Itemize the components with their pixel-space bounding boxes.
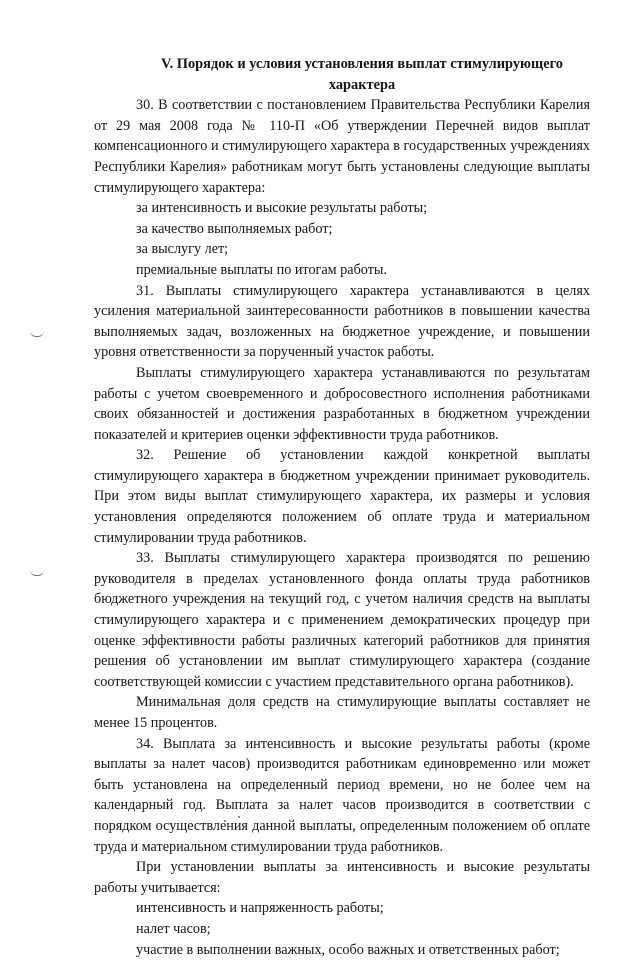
list-item: интенсивность и напряженность работы; [136, 900, 384, 917]
list-item: участие в выполнении важных, особо важных и ответственных работ; [136, 941, 560, 958]
paragraph-31: 31. Выплаты стимулирующего характера устанавливаются в целях усиления материальной заинтересованности работников в повышении качества выполняемых задач, возложенных на бюджетное учреждение, и повышении уровня ответственности за порученный участок работы. [94, 282, 590, 361]
section-title: V. Порядок и условия установления выплат стимулирующего характера [161, 56, 563, 93]
binding-mark [30, 570, 44, 576]
paragraph-33: 33. Выплаты стимулирующего характера производятся по решению руководителя в пределах установленного фонда оплаты труда работников бюджетного учреждения на текущий год, с учетом наличия средств на выплаты стимулирующего характера и с применением демократических процедур при оценке эффективности работы различных категорий работников для принятия решения об установлении им выплат стимулирующего характера (создание соответствующей комиссии с участием представительного органа работников). [94, 550, 590, 690]
binding-mark [30, 331, 44, 337]
paragraph-33b: Минимальная доля средств на стимулирующие выплаты составляет не менее 15 процентов. [94, 694, 590, 731]
list-item: за выслугу лет; [136, 241, 229, 258]
document-body [94, 54, 590, 960]
list-item: за интенсивность и высокие результаты работы; [136, 200, 428, 217]
paragraph-32: 32. Решение об установлении каждой конкретной выплаты стимулирующего характера в бюджетном учреждении принимает руководитель. При этом виды выплат стимулирующего характера, их размеры и условия установления определяются положением об оплате труда и материальном стимулировании труда работников. [94, 447, 590, 546]
paragraph-34: 34. Выплата за интенсивность и высокие результаты работы (кроме выплаты за налет часов) производится работникам единовременно или может быть установлена на определенный период времени, но не более чем на календарный год. Выплата за налет часов производится в соответствии с порядком осуществления данной выплаты, определенным положением об оплате труда и материальном стимулировании труда работников. [94, 735, 590, 855]
list-item: премиальные выплаты по итогам работы. [136, 261, 387, 278]
paragraph-30: 30. В соответствии с постановлением Правительства Республики Карелия от 29 мая 2008 года № 110-П «Об утверждении Перечней видов выплат компенсационного и стимулирующего характера в государственных учреждениях Республики Карелия» работникам могут быть установлены следующие выплаты стимулирующего характера: [94, 97, 590, 196]
paragraph-31b: Выплаты стимулирующего характера устанавливаются по результатам работы с учетом своевременного и добросовестного исполнения работниками своих обязанностей и достижения разработанных в бюджетном учреждении показателей и критериев оценки эффективности труда работников. [94, 364, 590, 443]
list-item: налет часов; [136, 920, 211, 937]
list-item: за качество выполняемых работ; [136, 220, 333, 237]
paragraph-34b: При установлении выплаты за интенсивность и высокие результаты работы учитывается: [94, 859, 590, 896]
